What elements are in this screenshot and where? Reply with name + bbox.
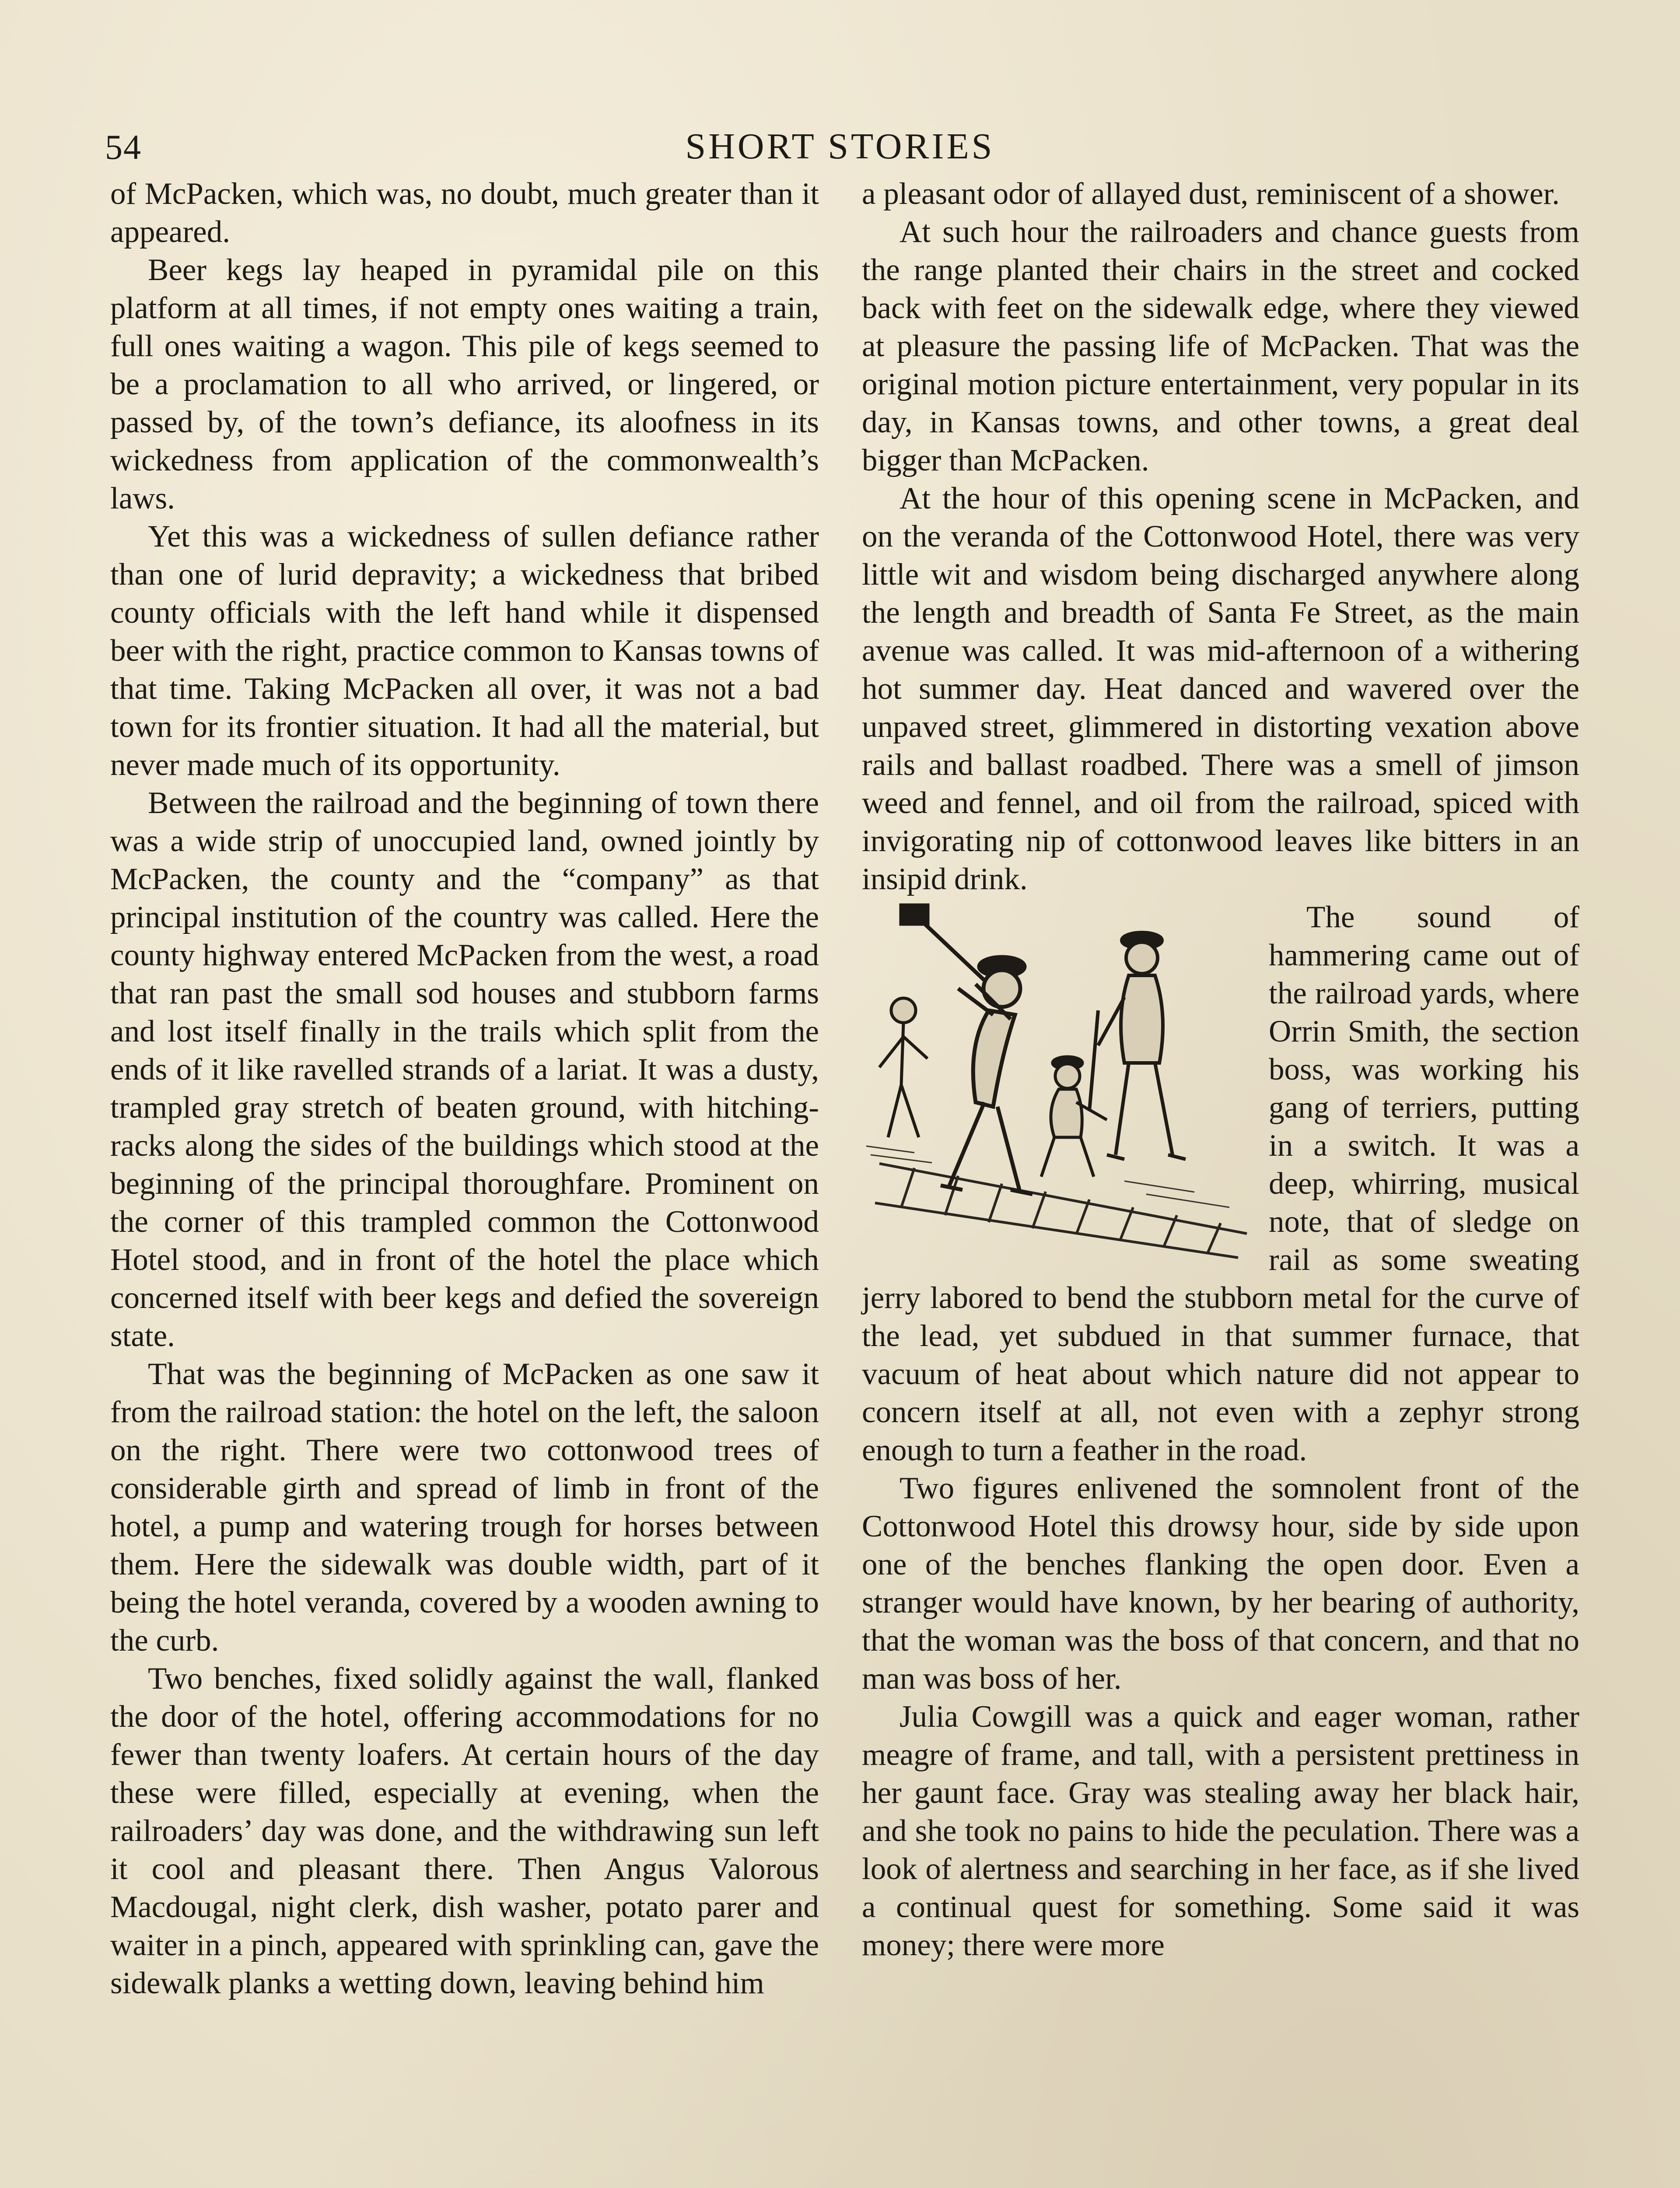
paragraph: At the hour of this opening scene in McPacken, and on the veranda of the Cottonwood Hotel, there was very little wit and wisdom being discharged anywhere along the length and breadth of Santa Fe Street, as the main avenue was called. It was mid-afternoon of a withering hot summer day. Heat danced and wavered over the unpaved street, glimmered in distorting vexation above rails and ballast roadbed. There was a smell of jimson weed and fennel, and oil from the railroad, spiced with invigorating nip of cottonwood leaves like bitters in an insipid drink. — [862, 481, 1579, 896]
paragraph: Julia Cowgill was a quick and eager woman, rather meagre of frame, and tall, with a persistent prettiness in her gaunt face. Gray was stealing away her black hair, and she took no pains to hide the peculation. There was a look of alertness and searching in her face, as if she lived a continual quest for something. Some said it was money; there were more — [862, 1700, 1579, 1962]
paragraph: Yet this was a wickedness of sullen defiance rather than one of lurid depravity; a wickedness that bribed county officials with the left hand while it dispensed beer with the right, practice common to Kansas towns of that time. Taking McPacken all over, it was not a bad town for its frontier situation. It had all the material, but never made much of its opportunity. — [110, 519, 819, 782]
page-number: 54 — [105, 128, 142, 167]
paragraph: Beer kegs lay heaped in pyramidal pile on this platform at all times, if not empty ones waiting a train, full ones waiting a wagon. This pile of kegs seemed to be a proclamation to all who arrived, or lingered, or passed by, of the town’s defiance, its aloofness in its wickedness from application of the commonwealth’s laws. — [110, 253, 819, 515]
paragraph: That was the beginning of McPacken as one saw it from the railroad station: the hotel on the left, the saloon on the right. There were two cottonwood trees of considerable girth and spread of limb in front of the hotel, a pump and watering trough for horses between them. Here the sidewalk was double width, part of it being the hotel veranda, covered by a wooden awning to the curb. — [110, 1357, 819, 1658]
paragraph: a pleasant odor of allayed dust, reminiscent of a shower. — [862, 177, 1560, 211]
paragraph: Between the railroad and the beginning of town there was a wide strip of unoccupied land, owned jointly by McPacken, the county and the “company” as that principal institution of the country was called. Here the county highway entered McPacken from the west, a road that ran past the small sod houses and stubborn farms and lost itself finally in the trails which split from the ends of it like ravelled strands of a lariat. It was a dusty, trampled gray stretch of beaten ground, with hitching-racks along the sides of the buildings which stood at the beginning of the principal thoroughfare. Prominent on the corner of this trampled common the Cottonwood Hotel stood, and in front of the hotel the place which concerned itself with beer kegs and defied the sovereign state. — [110, 786, 819, 1353]
paragraph: Two benches, fixed solidly against the wall, flanked the door of the hotel, offering accommodations for no fewer than twenty loafers. At certain hours of the day these were filled, especially at evening, when the railroaders’ day was done, and the withdrawing sun left it cool and pleasant there. Then Angus Valorous Macdougal, night clerk, dish washer, potato parer and waiter in a pinch, appeared with sprinkling can, gave the sidewalk planks a wetting down, leaving behind him — [110, 1662, 819, 2000]
paragraph: of McPacken, which was, no doubt, much greater than it appeared. — [110, 177, 819, 249]
running-head: SHORT STORIES — [685, 126, 995, 167]
left-column — [110, 175, 819, 2002]
right-column — [862, 175, 1579, 1964]
railroad-workers-illustration — [862, 901, 1251, 1260]
paragraph: At such hour the railroaders and chance guests from the range planted their chairs in the street and cocked back with feet on the sidewalk edge, where they viewed at pleasure the passing life of McPacken. That was the original motion picture entertainment, very popular in its day, in Kansas towns, and other towns, a great deal bigger than McPacken. — [862, 215, 1579, 477]
paragraph: Two figures enlivened the somnolent front of the Cottonwood Hotel this drowsy hour, side by side upon one of the benches flanking the open door. Even a stranger would have known, by her bearing of authority, that the woman was the boss of that concern, and that no man was boss of her. — [862, 1471, 1579, 1696]
paragraph: The sound of hammering came out of the railroad yards, where Orrin Smith, the section boss, was working his gang of terriers, putting in a switch. It was a deep, whirring, musical note, that of sledge on rail as some sweating jerry labored to bend the stubborn metal for the curve of the lead, yet subdued in that summer furnace, that vacuum of heat about which nature did not appear to concern itself at all, not even with a zephyr strong enough to turn a feather in the road. — [862, 900, 1579, 1467]
